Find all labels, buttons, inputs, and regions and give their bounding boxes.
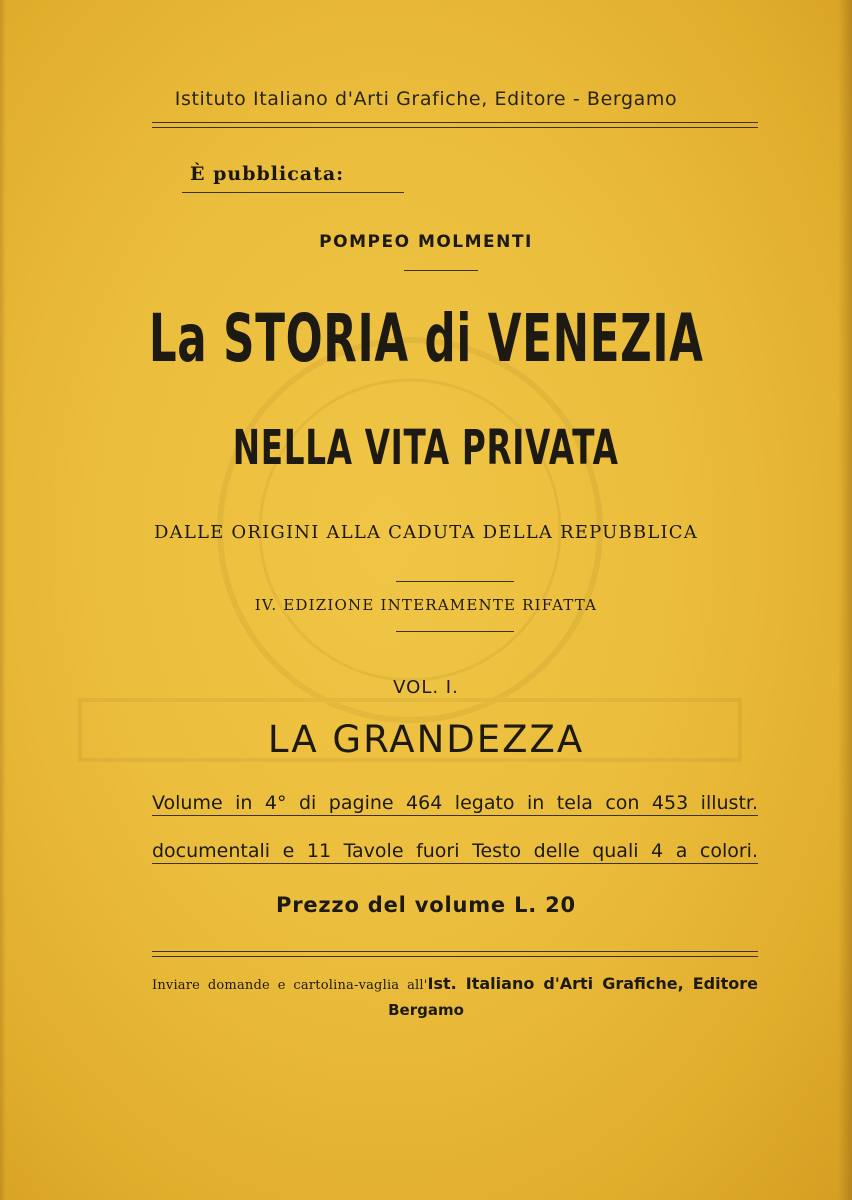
book-title-line-2-text: NELLA VITA PRIVATA [233,420,619,476]
edition-divider [396,631,514,632]
edition-note: IV. EDIZIONE INTERAMENTE RIFATTA [254,596,598,614]
order-instruction-text: Inviare domande e cartolina-vaglia all' [152,978,428,993]
price-line: Prezzo del volume L. 20 [276,893,576,917]
book-subtitle: DALLE ORIGINI ALLA CADUTA DELLA REPUBBLICA [154,522,698,543]
author-divider [404,270,478,271]
book-title-text: La STORIA di VENEZIA [148,300,704,377]
volume-title: LA GRANDEZZA [267,718,585,761]
description-line-2: documentali e 11 Tavole fuori Testo delle quali 4 a colori. [152,840,758,862]
book-title [0,300,852,377]
footer-double-rule [152,951,758,957]
published-label: È pubblicata: [190,163,345,185]
author-name: POMPEO MOLMENTI [319,232,533,252]
book-title-line-2 [0,420,852,476]
order-instruction [152,974,758,993]
published-underline [182,192,404,193]
order-city: Bergamo [388,1001,464,1019]
header-double-rule [152,122,758,128]
volume-number: VOL. I. [393,677,459,698]
publisher-header: Istituto Italiano d'Arti Grafiche, Editore - Bergamo [174,88,678,110]
description-line-1: Volume in 4° di pagine 464 legato in tela con 453 illustr. [152,792,758,814]
order-publisher-name: Ist. Italiano d'Arti Grafiche, Editore [427,974,758,993]
subtitle-divider [396,581,514,582]
